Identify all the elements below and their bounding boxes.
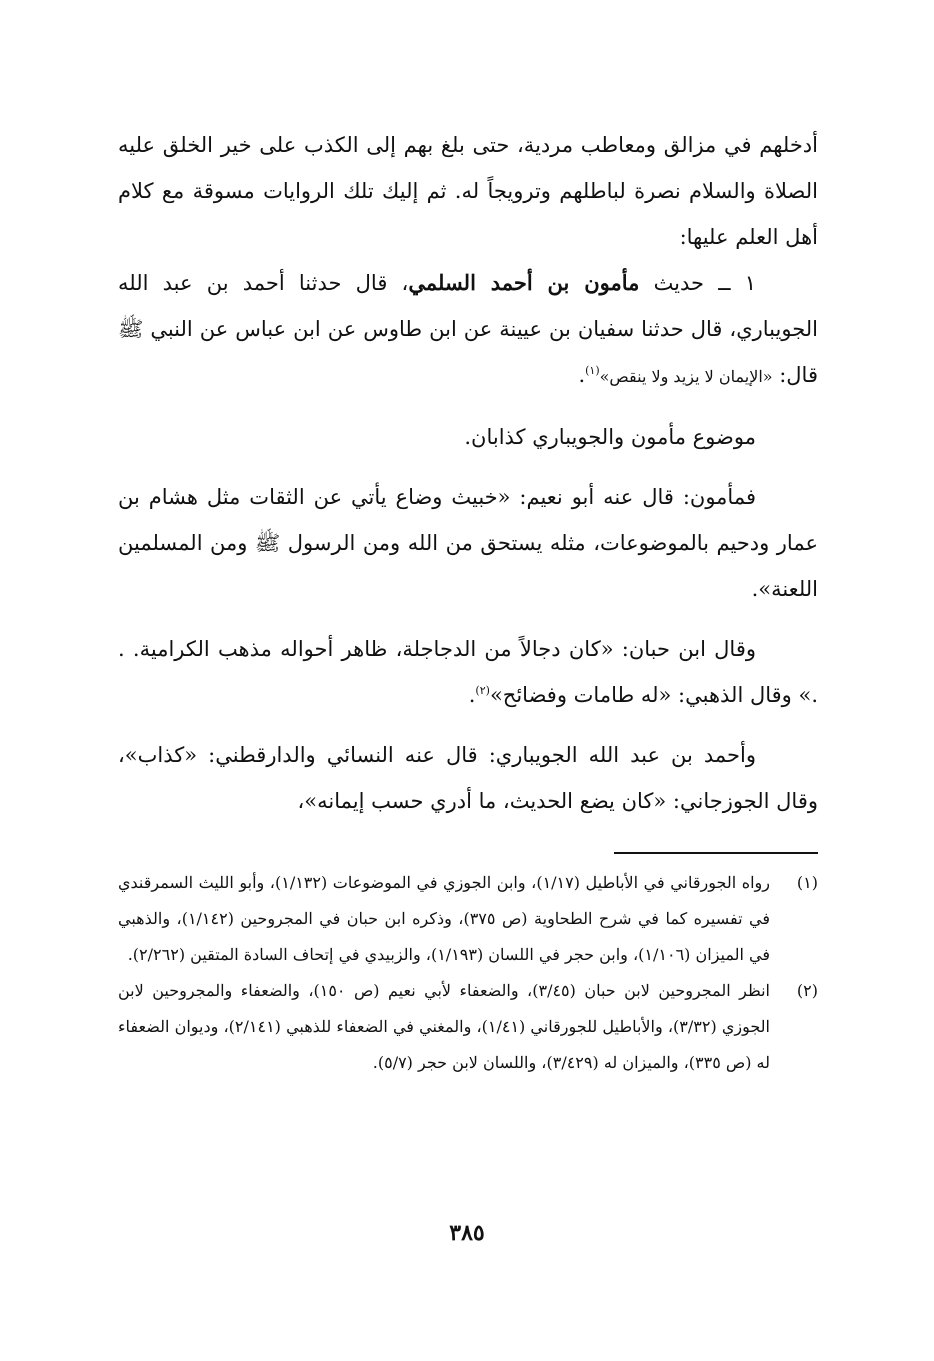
main-text <box>118 122 818 824</box>
hadith-end: . <box>578 363 586 387</box>
paragraph-verdict: موضوع مأمون والجويباري كذابان. <box>464 425 756 449</box>
footnote-marker: (٢) <box>796 981 818 1000</box>
footnote-text: رواه الجورقاني في الأباطيل (١/١٧)، وابن الجوزي في الموضوعات (١/١٣٢)، وأبو الليث السمرقندي في تفسيره كما في شرح الطحاوية (ص ٣٧٥)، وذكره ابن حبان في المجروحين (١/١٤٢)، والذهبي في الميزان (١/١٠٦)، وابن حجر في اللسان (١/١٩٣)، والزبيدي في إتحاف السادة المتقين (٢/٢٦٢). <box>118 873 771 964</box>
ibn-hibban-end: . <box>468 683 476 707</box>
footnote-text: انظر المجروحين لابن حبان (٣/٤٥)، والضعفاء لأبي نعيم (ص ١٥٠)، والضعفاء والمجروحين لابن الجوزي (٣/٣٢)، والأباطيل للجورقاني (١/٤١)، والمغني في الضعفاء للذهبي (٢/١٤١)، وديوان الضعفاء له (ص ٣٣٥)، والميزان له (٣/٤٢٩)، واللسان لابن حجر (٥/٧). <box>118 981 771 1072</box>
hadith-prefix: ١ ــ حديث <box>653 271 756 295</box>
paragraph-ibn-hibban <box>118 626 818 718</box>
hadith-chain: ، قال حدثنا أحمد بن عبد الله الجويباري، قال حدثنا سفيان بن عيينة عن ابن طاوس عن ابن عباس عن النبي ﷺ قال: <box>118 271 818 387</box>
paragraph-hadith <box>118 260 818 400</box>
hadith-narrator: مأمون بن أحمد السلمي <box>408 270 640 295</box>
paragraph-mamun: فمأمون: قال عنه أبو نعيم: «خبيث وضاع يأتي عن الثقات مثل هشام بن عمار ودحيم بالموضوعات، مثله يستحق من الله ومن الرسول ﷺ ومن المسلمين اللعنة». <box>118 485 818 601</box>
footnote-marker: (١) <box>796 873 818 892</box>
paragraph-intro: أدخلهم في مزالق ومعاطب مردية، حتى بلغ بهم إلى الكذب على خير الخلق عليه الصلاة والسلام نصرة لباطلهم وترويجاً له. ثم إليك تلك الروايات مسوقة مع كلام أهل العلم عليها: <box>118 133 818 249</box>
hadith-quote: «الإيمان لا يزيد ولا ينقص» <box>599 367 773 386</box>
page-number: ٣٨٥ <box>449 1220 485 1246</box>
footnote-reference-1: (١) <box>585 364 600 377</box>
footnote-reference-2: (٢) <box>475 684 490 697</box>
footnote-1 <box>118 865 818 973</box>
footnotes-section <box>118 865 818 1081</box>
paragraph-juwaybari: وأحمد بن عبد الله الجويباري: قال عنه النسائي والدارقطني: «كذاب»، وقال الجوزجاني: «كان يضع الحديث، ما أدري حسب إيمانه»، <box>118 743 818 813</box>
footnote-divider <box>614 852 818 854</box>
footnote-2 <box>118 973 818 1081</box>
ibn-hibban-text: وقال ابن حبان: «كان دجالاً من الدجاجلة، ظاهر أحواله مذهب الكرامية. . .» وقال الذهبي: «له طامات وفضائح» <box>118 637 818 707</box>
